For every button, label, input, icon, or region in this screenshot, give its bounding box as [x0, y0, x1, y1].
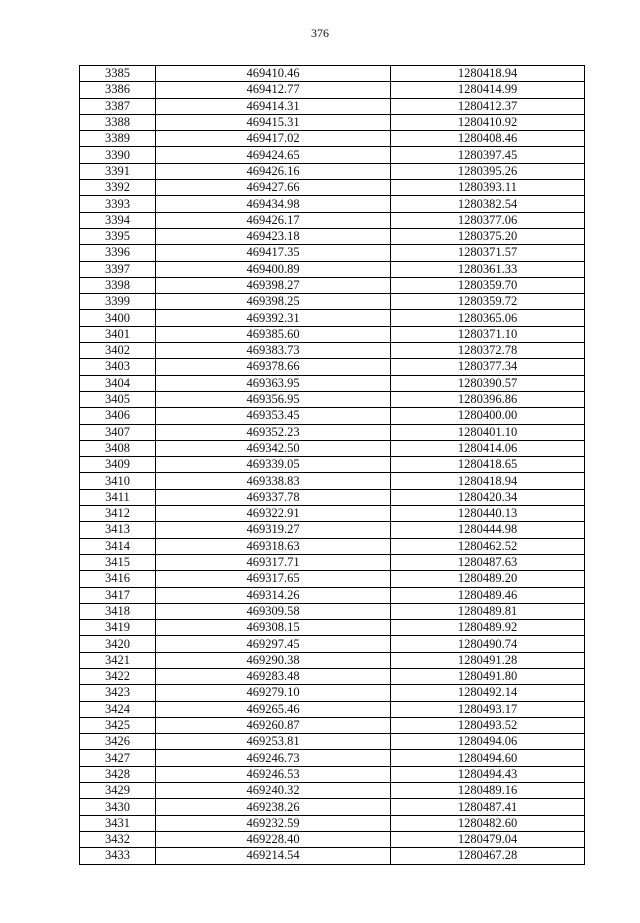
table-row	[80, 620, 585, 636]
table-row	[80, 701, 585, 717]
y-coordinate-cell: 1280418.65	[391, 457, 585, 473]
y-coordinate-cell: 1280371.57	[391, 245, 585, 261]
table-row	[80, 783, 585, 799]
x-coordinate-cell: 469232.59	[156, 815, 391, 831]
x-coordinate-cell: 469260.87	[156, 717, 391, 733]
point-number-cell: 3408	[80, 440, 156, 456]
x-coordinate-cell: 469426.16	[156, 163, 391, 179]
table-row	[80, 310, 585, 326]
y-coordinate-cell: 1280359.72	[391, 294, 585, 310]
x-coordinate-cell: 469253.81	[156, 734, 391, 750]
table-row	[80, 131, 585, 147]
point-number-cell: 3393	[80, 196, 156, 212]
x-coordinate-cell: 469317.65	[156, 571, 391, 587]
point-number-cell: 3410	[80, 473, 156, 489]
y-coordinate-cell: 1280396.86	[391, 391, 585, 407]
table-row	[80, 848, 585, 864]
y-coordinate-cell: 1280493.52	[391, 717, 585, 733]
y-coordinate-cell: 1280372.78	[391, 343, 585, 359]
x-coordinate-cell: 469356.95	[156, 391, 391, 407]
table-row	[80, 98, 585, 114]
point-number-cell: 3386	[80, 82, 156, 98]
y-coordinate-cell: 1280393.11	[391, 180, 585, 196]
point-number-cell: 3430	[80, 799, 156, 815]
coordinates-table-body	[80, 66, 585, 865]
table-row	[80, 734, 585, 750]
point-number-cell: 3419	[80, 620, 156, 636]
point-number-cell: 3406	[80, 408, 156, 424]
y-coordinate-cell: 1280489.46	[391, 587, 585, 603]
y-coordinate-cell: 1280479.04	[391, 831, 585, 847]
point-number-cell: 3402	[80, 343, 156, 359]
y-coordinate-cell: 1280395.26	[391, 163, 585, 179]
y-coordinate-cell: 1280462.52	[391, 538, 585, 554]
point-number-cell: 3398	[80, 277, 156, 293]
y-coordinate-cell: 1280400.00	[391, 408, 585, 424]
x-coordinate-cell: 469398.25	[156, 294, 391, 310]
x-coordinate-cell: 469414.31	[156, 98, 391, 114]
point-number-cell: 3389	[80, 131, 156, 147]
y-coordinate-cell: 1280489.81	[391, 603, 585, 619]
x-coordinate-cell: 469378.66	[156, 359, 391, 375]
table-row	[80, 424, 585, 440]
x-coordinate-cell: 469415.31	[156, 114, 391, 130]
point-number-cell: 3407	[80, 424, 156, 440]
x-coordinate-cell: 469279.10	[156, 685, 391, 701]
table-row	[80, 66, 585, 82]
point-number-cell: 3414	[80, 538, 156, 554]
y-coordinate-cell: 1280489.20	[391, 571, 585, 587]
y-coordinate-cell: 1280467.28	[391, 848, 585, 864]
point-number-cell: 3405	[80, 391, 156, 407]
table-row	[80, 196, 585, 212]
point-number-cell: 3397	[80, 261, 156, 277]
x-coordinate-cell: 469353.45	[156, 408, 391, 424]
table-row	[80, 391, 585, 407]
x-coordinate-cell: 469337.78	[156, 489, 391, 505]
x-coordinate-cell: 469318.63	[156, 538, 391, 554]
y-coordinate-cell: 1280377.34	[391, 359, 585, 375]
y-coordinate-cell: 1280359.70	[391, 277, 585, 293]
x-coordinate-cell: 469400.89	[156, 261, 391, 277]
y-coordinate-cell: 1280382.54	[391, 196, 585, 212]
point-number-cell: 3415	[80, 554, 156, 570]
y-coordinate-cell: 1280489.92	[391, 620, 585, 636]
table-row	[80, 554, 585, 570]
y-coordinate-cell: 1280444.98	[391, 522, 585, 538]
x-coordinate-cell: 469423.18	[156, 228, 391, 244]
table-row	[80, 147, 585, 163]
y-coordinate-cell: 1280494.60	[391, 750, 585, 766]
y-coordinate-cell: 1280418.94	[391, 473, 585, 489]
y-coordinate-cell: 1280361.33	[391, 261, 585, 277]
point-number-cell: 3411	[80, 489, 156, 505]
x-coordinate-cell: 469265.46	[156, 701, 391, 717]
point-number-cell: 3385	[80, 66, 156, 82]
y-coordinate-cell: 1280489.16	[391, 783, 585, 799]
table-row	[80, 82, 585, 98]
x-coordinate-cell: 469314.26	[156, 587, 391, 603]
y-coordinate-cell: 1280491.28	[391, 652, 585, 668]
y-coordinate-cell: 1280397.45	[391, 147, 585, 163]
x-coordinate-cell: 469283.48	[156, 668, 391, 684]
table-row	[80, 277, 585, 293]
table-row	[80, 587, 585, 603]
point-number-cell: 3409	[80, 457, 156, 473]
table-row	[80, 668, 585, 684]
table-row	[80, 717, 585, 733]
table-row	[80, 571, 585, 587]
x-coordinate-cell: 469424.65	[156, 147, 391, 163]
x-coordinate-cell: 469290.38	[156, 652, 391, 668]
point-number-cell: 3401	[80, 326, 156, 342]
x-coordinate-cell: 469385.60	[156, 326, 391, 342]
point-number-cell: 3412	[80, 506, 156, 522]
point-number-cell: 3399	[80, 294, 156, 310]
y-coordinate-cell: 1280482.60	[391, 815, 585, 831]
point-number-cell: 3400	[80, 310, 156, 326]
x-coordinate-cell: 469308.15	[156, 620, 391, 636]
y-coordinate-cell: 1280414.06	[391, 440, 585, 456]
x-coordinate-cell: 469246.73	[156, 750, 391, 766]
y-coordinate-cell: 1280494.06	[391, 734, 585, 750]
point-number-cell: 3395	[80, 228, 156, 244]
point-number-cell: 3396	[80, 245, 156, 261]
table-row	[80, 685, 585, 701]
y-coordinate-cell: 1280410.92	[391, 114, 585, 130]
table-row	[80, 212, 585, 228]
table-row	[80, 261, 585, 277]
table-row	[80, 408, 585, 424]
point-number-cell: 3425	[80, 717, 156, 733]
table-row	[80, 603, 585, 619]
point-number-cell: 3431	[80, 815, 156, 831]
table-row	[80, 506, 585, 522]
y-coordinate-cell: 1280494.43	[391, 766, 585, 782]
page-number: 376	[311, 26, 329, 40]
table-row	[80, 343, 585, 359]
point-number-cell: 3391	[80, 163, 156, 179]
table-row	[80, 163, 585, 179]
table-row	[80, 359, 585, 375]
point-number-cell: 3427	[80, 750, 156, 766]
table-row	[80, 294, 585, 310]
x-coordinate-cell: 469297.45	[156, 636, 391, 652]
table-row	[80, 180, 585, 196]
x-coordinate-cell: 469426.17	[156, 212, 391, 228]
table-row	[80, 538, 585, 554]
table-row	[80, 228, 585, 244]
y-coordinate-cell: 1280408.46	[391, 131, 585, 147]
x-coordinate-cell: 469246.53	[156, 766, 391, 782]
point-number-cell: 3418	[80, 603, 156, 619]
point-number-cell: 3413	[80, 522, 156, 538]
x-coordinate-cell: 469228.40	[156, 831, 391, 847]
table-row	[80, 457, 585, 473]
y-coordinate-cell: 1280414.99	[391, 82, 585, 98]
point-number-cell: 3390	[80, 147, 156, 163]
table-row	[80, 489, 585, 505]
x-coordinate-cell: 469392.31	[156, 310, 391, 326]
table-row	[80, 522, 585, 538]
point-number-cell: 3394	[80, 212, 156, 228]
table-row	[80, 799, 585, 815]
table-row	[80, 440, 585, 456]
x-coordinate-cell: 469339.05	[156, 457, 391, 473]
point-number-cell: 3432	[80, 831, 156, 847]
point-number-cell: 3420	[80, 636, 156, 652]
x-coordinate-cell: 469338.83	[156, 473, 391, 489]
y-coordinate-cell: 1280377.06	[391, 212, 585, 228]
y-coordinate-cell: 1280487.41	[391, 799, 585, 815]
point-number-cell: 3387	[80, 98, 156, 114]
table-row	[80, 831, 585, 847]
x-coordinate-cell: 469398.27	[156, 277, 391, 293]
x-coordinate-cell: 469319.27	[156, 522, 391, 538]
x-coordinate-cell: 469412.77	[156, 82, 391, 98]
x-coordinate-cell: 469417.35	[156, 245, 391, 261]
y-coordinate-cell: 1280420.34	[391, 489, 585, 505]
point-number-cell: 3417	[80, 587, 156, 603]
x-coordinate-cell: 469309.58	[156, 603, 391, 619]
coordinates-table	[79, 65, 585, 865]
x-coordinate-cell: 469427.66	[156, 180, 391, 196]
x-coordinate-cell: 469383.73	[156, 343, 391, 359]
point-number-cell: 3422	[80, 668, 156, 684]
point-number-cell: 3429	[80, 783, 156, 799]
y-coordinate-cell: 1280492.14	[391, 685, 585, 701]
point-number-cell: 3403	[80, 359, 156, 375]
x-coordinate-cell: 469342.50	[156, 440, 391, 456]
y-coordinate-cell: 1280375.20	[391, 228, 585, 244]
point-number-cell: 3426	[80, 734, 156, 750]
point-number-cell: 3423	[80, 685, 156, 701]
table-row	[80, 815, 585, 831]
y-coordinate-cell: 1280412.37	[391, 98, 585, 114]
x-coordinate-cell: 469363.95	[156, 375, 391, 391]
point-number-cell: 3404	[80, 375, 156, 391]
x-coordinate-cell: 469317.71	[156, 554, 391, 570]
x-coordinate-cell: 469434.98	[156, 196, 391, 212]
table-row	[80, 375, 585, 391]
y-coordinate-cell: 1280418.94	[391, 66, 585, 82]
table-row	[80, 766, 585, 782]
point-number-cell: 3388	[80, 114, 156, 130]
table-row	[80, 326, 585, 342]
point-number-cell: 3433	[80, 848, 156, 864]
y-coordinate-cell: 1280493.17	[391, 701, 585, 717]
x-coordinate-cell: 469352.23	[156, 424, 391, 440]
table-row	[80, 473, 585, 489]
x-coordinate-cell: 469214.54	[156, 848, 391, 864]
table-row	[80, 114, 585, 130]
y-coordinate-cell: 1280365.06	[391, 310, 585, 326]
table-row	[80, 636, 585, 652]
point-number-cell: 3424	[80, 701, 156, 717]
x-coordinate-cell: 469238.26	[156, 799, 391, 815]
y-coordinate-cell: 1280491.80	[391, 668, 585, 684]
point-number-cell: 3416	[80, 571, 156, 587]
y-coordinate-cell: 1280487.63	[391, 554, 585, 570]
y-coordinate-cell: 1280390.57	[391, 375, 585, 391]
x-coordinate-cell: 469240.32	[156, 783, 391, 799]
y-coordinate-cell: 1280371.10	[391, 326, 585, 342]
point-number-cell: 3421	[80, 652, 156, 668]
x-coordinate-cell: 469410.46	[156, 66, 391, 82]
table-row	[80, 245, 585, 261]
y-coordinate-cell: 1280401.10	[391, 424, 585, 440]
table-row	[80, 750, 585, 766]
point-number-cell: 3392	[80, 180, 156, 196]
y-coordinate-cell: 1280490.74	[391, 636, 585, 652]
y-coordinate-cell: 1280440.13	[391, 506, 585, 522]
point-number-cell: 3428	[80, 766, 156, 782]
x-coordinate-cell: 469417.02	[156, 131, 391, 147]
x-coordinate-cell: 469322.91	[156, 506, 391, 522]
table-row	[80, 652, 585, 668]
